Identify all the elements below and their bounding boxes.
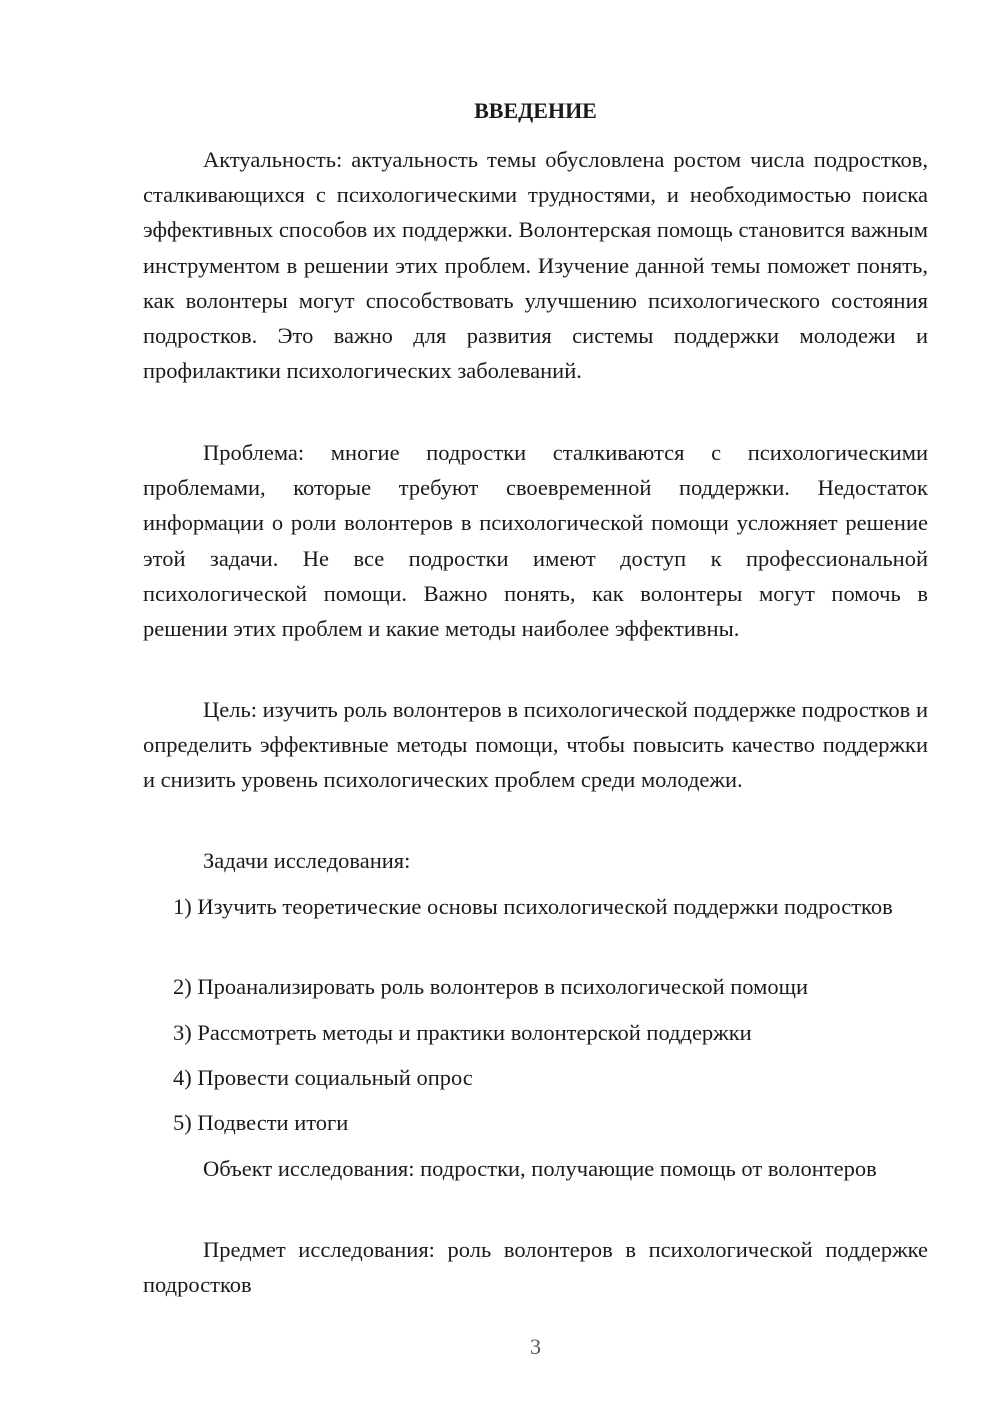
tasks-heading: Задачи исследования: [203,848,411,873]
task-item-1: 1) Изучить теоретические основы психологической поддержки подростков [173,894,893,919]
page-title: ВВЕДЕНИЕ [474,98,597,123]
goal-paragraph: Цель: изучить роль волонтеров в психологической поддержке подростков и определить эффективные методы помощи, чтобы повысить качество поддержки и снизить уровень психологических проблем среди молодежи. [143,697,928,793]
document-page [143,0,928,1414]
task-item-5: 5) Подвести итоги [173,1110,349,1135]
research-subject-paragraph: Предмет исследования: роль волонтеров в психологической поддержке подростков [143,1237,928,1298]
research-object-paragraph: Объект исследования: подростки, получающие помощь от волонтеров [203,1156,877,1181]
relevance-paragraph: Актуальность: актуальность темы обусловлена ростом числа подростков, сталкивающихся с психологическими трудностями, и необходимостью поиска эффективных способов их поддержки. Волонтерская помощь становится важным инструментом в решении этих проблем. Изучение данной темы поможет понять, как волонтеры могут способствовать улучшению психологического состояния подростков. Это важно для развития системы поддержки молодежи и профилактики психологических заболеваний. [143,147,928,384]
page-number: 3 [530,1334,541,1359]
problem-paragraph: Проблема: многие подростки сталкиваются с психологическими проблемами, которые требуют своевременной поддержки. Недостаток информации о роли волонтеров в психологической помощи усложняет решение этой задачи. Не все подростки имеют доступ к профессиональной психологической помощи. Важно понять, как волонтеры могут помочь в решении этих проблем и какие методы наиболее эффективны. [143,440,928,642]
task-item-3: 3) Рассмотреть методы и практики волонтерской поддержки [173,1020,752,1045]
task-item-2: 2) Проанализировать роль волонтеров в психологической помощи [173,974,808,999]
task-item-4: 4) Провести социальный опрос [173,1065,473,1090]
